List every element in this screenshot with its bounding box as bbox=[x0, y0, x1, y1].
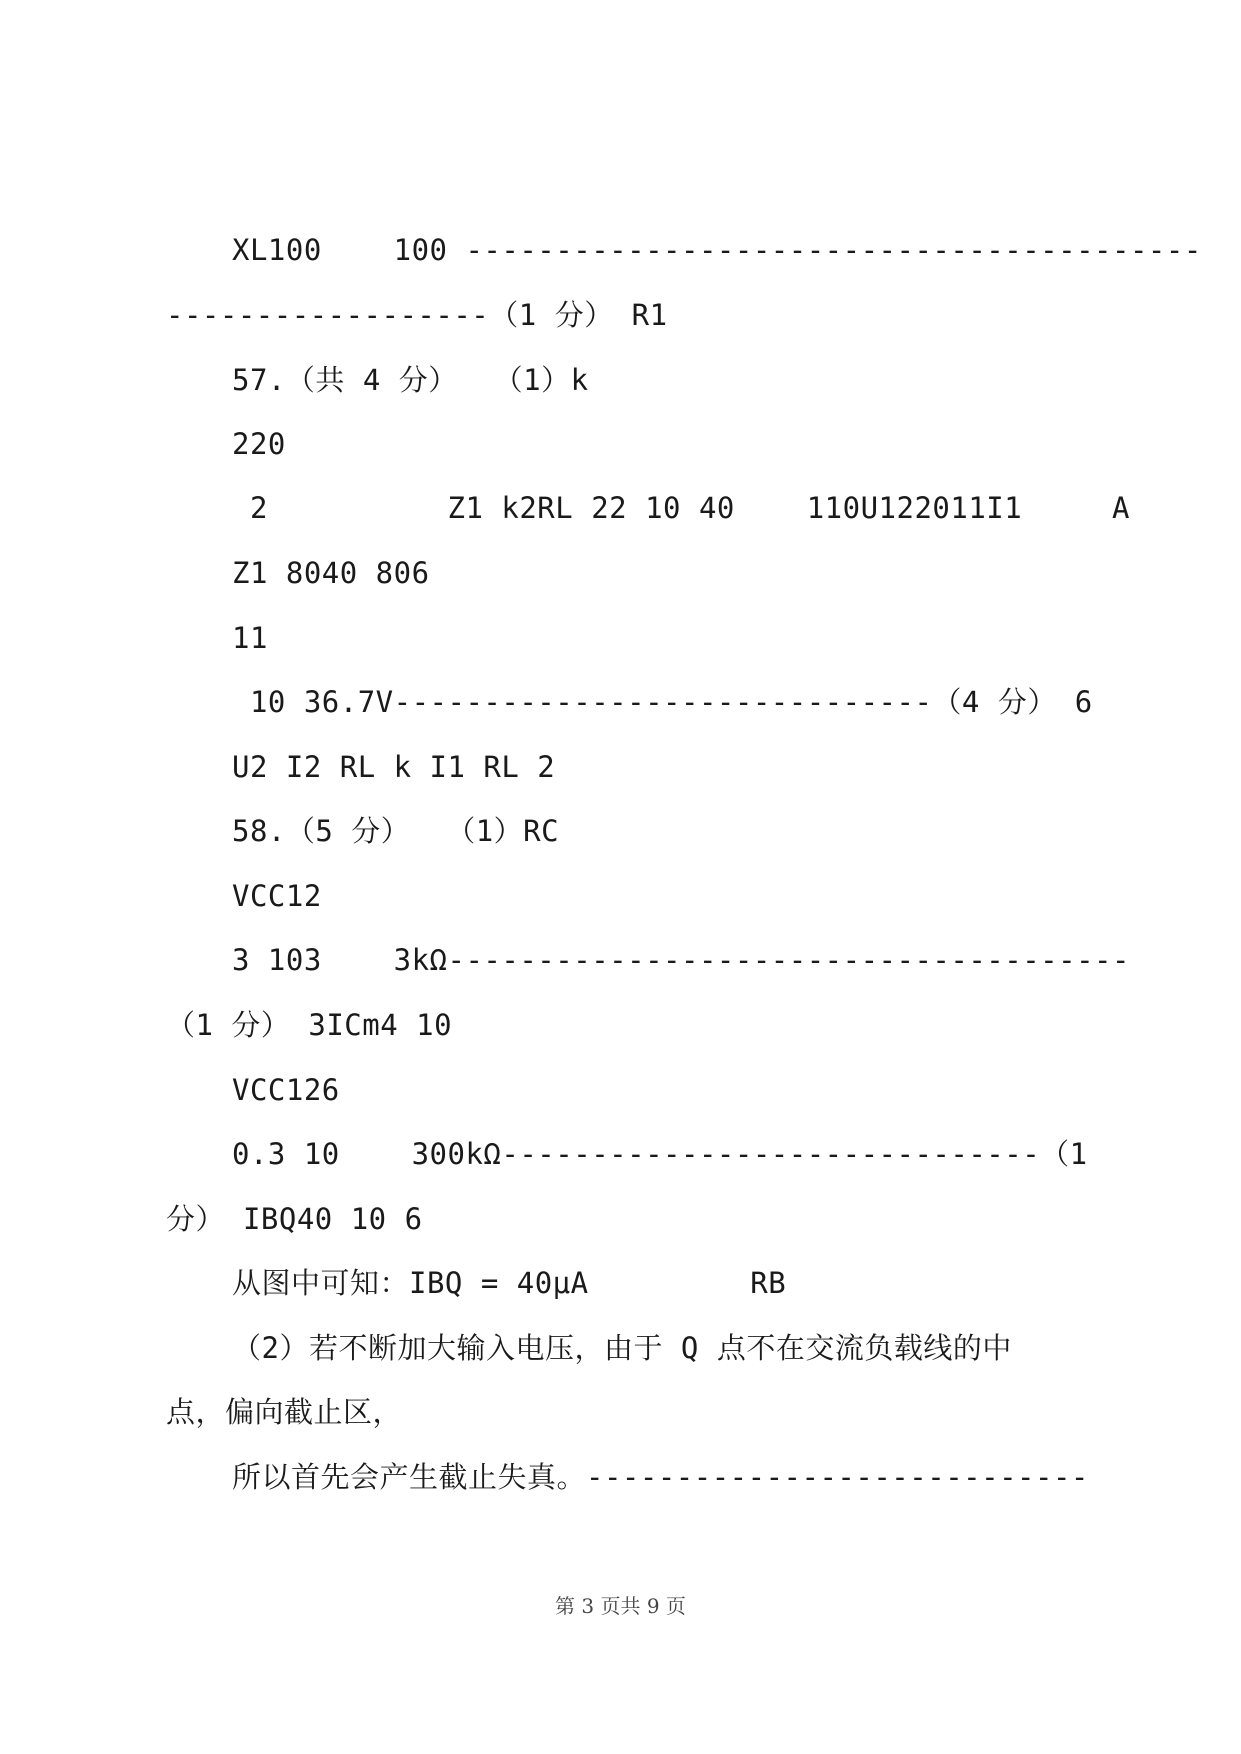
text-line: 分） IBQ40 10 6 bbox=[166, 1202, 423, 1236]
text-line: 10 36.7V------------------------------（4 分） 6 bbox=[232, 685, 1093, 719]
text-line: 57.（共 4 分） （1）k bbox=[232, 363, 589, 397]
text-line: 2 Z1 k2RL 22 10 40 110U122011I1 A bbox=[232, 491, 1130, 525]
text-line: 3 103 3kΩ-------------------------------------- bbox=[232, 943, 1130, 977]
text-line: VCC12 bbox=[232, 879, 322, 913]
text-line: （2）若不断加大输入电压，由于 Q 点不在交流负载线的中 bbox=[232, 1331, 1012, 1365]
text-line: XL100 100 ----------------------------------------- bbox=[232, 233, 1202, 267]
text-line: Z1 8040 806 bbox=[232, 556, 430, 590]
text-line: 11 bbox=[232, 621, 268, 655]
text-line: VCC126 bbox=[232, 1073, 340, 1107]
text-line: 0.3 10 300kΩ------------------------------（1 bbox=[232, 1137, 1088, 1171]
text-line: 58.（5 分） （1）RC bbox=[232, 814, 560, 848]
page-number-footer: 第 3 页共 9 页 bbox=[555, 1594, 686, 1618]
text-line: U2 I2 RL k I1 RL 2 bbox=[232, 750, 556, 784]
text-line: 所以首先会产生截止失真。---------------------------- bbox=[232, 1460, 1089, 1494]
text-line: 从图中可知：IBQ = 40μA RB bbox=[232, 1266, 787, 1300]
text-line: 220 bbox=[232, 427, 286, 461]
text-line: （1 分） 3ICm4 10 bbox=[166, 1008, 453, 1042]
text-line: 点，偏向截止区， bbox=[166, 1395, 403, 1429]
text-line: ------------------（1 分） R1 bbox=[166, 298, 668, 332]
